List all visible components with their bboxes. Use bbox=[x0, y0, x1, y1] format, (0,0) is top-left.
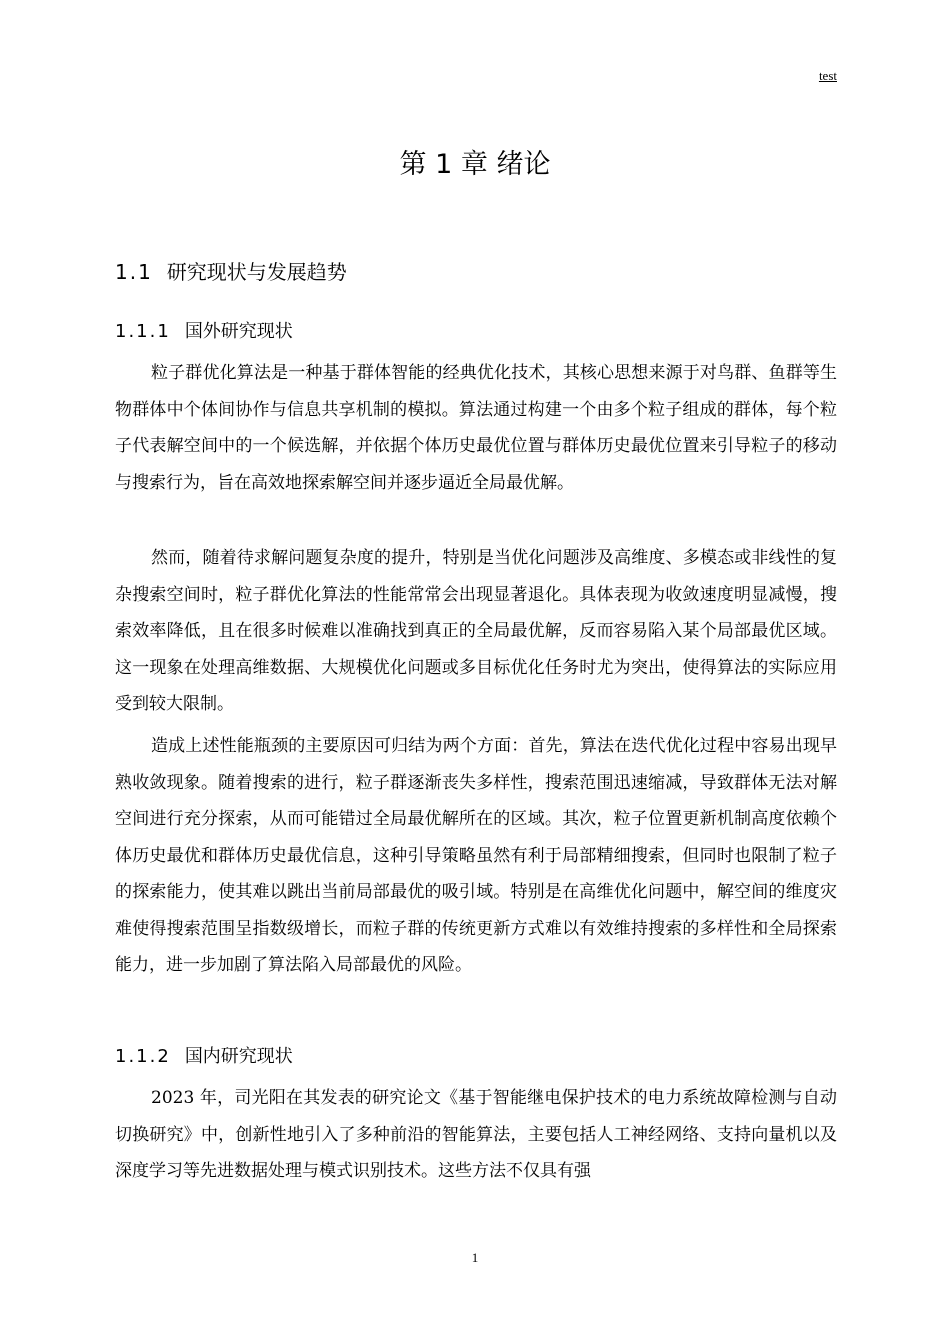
section-title: 研究现状与发展趋势 bbox=[166, 260, 347, 284]
paragraph: 2023 年，司光阳在其发表的研究论文《基于智能继电保护技术的电力系统故障检测与自动切换研究》中，创新性地引入了多种前沿的智能算法，主要包括人工神经网络、支持向量机以及深度学习等先进数据处理与模式识别技术。这些方法不仅具有强 bbox=[115, 1088, 837, 1181]
paragraph: 粒子群优化算法是一种基于群体智能的经典优化技术，其核心思想来源于对鸟群、鱼群等生物群体中个体间协作与信息共享机制的模拟。算法通过构建一个由多个粒子组成的群体，每个粒子代表解空间中的一个候选解，并依据个体历史最优位置与群体历史最优位置来引导粒子的移动与搜索行为，旨在高效地探索解空间并逐步逼近全局最优解。 bbox=[115, 363, 837, 493]
chapter-title: 第 1 章 绪论 bbox=[399, 149, 551, 180]
subsection-number: 1.1.1 bbox=[115, 321, 171, 342]
subsection-heading-1-1-2 bbox=[115, 1042, 293, 1072]
subsection-number: 1.1.2 bbox=[115, 1046, 171, 1067]
subsection-title: 国外研究现状 bbox=[184, 321, 293, 342]
page-number: 1 bbox=[471, 1250, 479, 1265]
section-heading-1-1 bbox=[115, 256, 347, 288]
section-number: 1.1 bbox=[115, 260, 153, 284]
paragraph: 然而，随着待求解问题复杂度的提升，特别是当优化问题涉及高维度、多模态或非线性的复杂搜索空间时，粒子群优化算法的性能常常会出现显著退化。具体表现为收敛速度明显减慢，搜索效率降低，且在很多时候难以准确找到真正的全局最优解，反而容易陷入某个局部最优区域。这一现象在处理高维数据、大规模优化问题或多目标优化任务时尤为突出，使得算法的实际应用受到较大限制。 bbox=[115, 548, 837, 714]
subsection-title: 国内研究现状 bbox=[184, 1046, 293, 1067]
paragraph: 造成上述性能瓶颈的主要原因可归结为两个方面：首先，算法在迭代优化过程中容易出现早熟收敛现象。随着搜索的进行，粒子群逐渐丧失多样性，搜索范围迅速缩减，导致群体无法对解空间进行充分探索，从而可能错过全局最优解所在的区域。其次，粒子位置更新机制高度依赖个体历史最优和群体历史最优信息，这种引导策略虽然有利于局部精细搜索，但同时也限制了粒子的探索能力，使其难以跳出当前局部最优的吸引域。特别是在高维优化问题中，解空间的维度灾难使得搜索范围呈指数级增长，而粒子群的传统更新方式难以有效维持搜索的多样性和全局探索能力，进一步加剧了算法陷入局部最优的风险。 bbox=[115, 736, 837, 975]
page-header: test bbox=[818, 68, 837, 83]
subsection-heading-1-1-1 bbox=[115, 317, 293, 347]
